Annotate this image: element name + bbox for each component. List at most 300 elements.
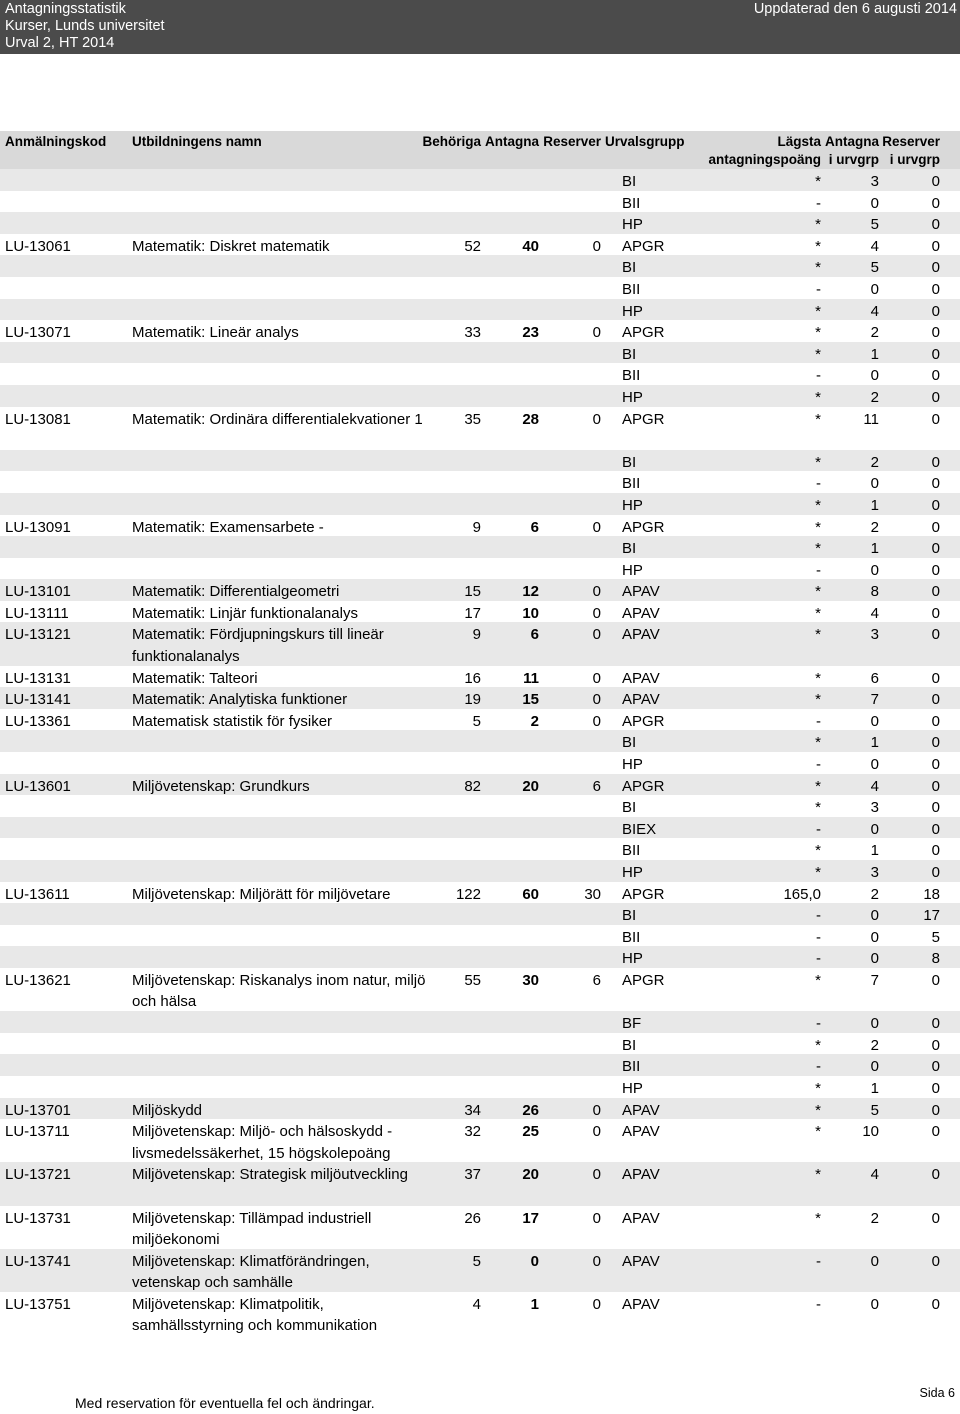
table-subrow bbox=[0, 255, 960, 277]
cell-name: Miljövetenskap: Riskanalys inom natur, miljö och hälsa bbox=[132, 971, 426, 1011]
cell-reserves-in-group: 0 bbox=[931, 194, 940, 212]
cell-group: APAV bbox=[622, 1166, 660, 1184]
cell-admitted-in-group: 0 bbox=[870, 928, 879, 946]
cell-admitted: 2 bbox=[530, 712, 539, 730]
table-subrow bbox=[0, 212, 960, 234]
cell-code: LU-13711 bbox=[5, 1123, 70, 1141]
cell-eligible: 82 bbox=[464, 777, 481, 795]
cell-reserves-in-group: 0 bbox=[931, 324, 940, 342]
cell-reserves-in-group: 0 bbox=[931, 280, 940, 298]
cell-group: BI bbox=[622, 540, 637, 558]
table-subrow bbox=[0, 946, 960, 968]
cell-group: HP bbox=[622, 864, 643, 881]
cell-reserves-in-group: 0 bbox=[931, 604, 940, 622]
table-row bbox=[0, 1098, 960, 1120]
table-subrow bbox=[0, 730, 960, 752]
cell-reserves-in-group: 0 bbox=[931, 691, 940, 709]
cell-group: HP bbox=[622, 561, 643, 579]
table-row bbox=[0, 1162, 960, 1205]
cell-admitted-in-group: 4 bbox=[870, 302, 879, 320]
cell-reserves: 0 bbox=[592, 410, 601, 428]
table-row bbox=[0, 622, 960, 665]
cell-group: APAV bbox=[622, 626, 660, 644]
cell-group: APGR bbox=[622, 777, 665, 795]
table-subrow bbox=[0, 795, 960, 817]
cell-min-score: - bbox=[816, 561, 821, 579]
cell-admitted-in-group: 1 bbox=[870, 496, 879, 514]
cell-reserves-in-group: 0 bbox=[931, 1166, 940, 1184]
cell-eligible: 37 bbox=[464, 1166, 481, 1184]
cell-reserves: 0 bbox=[592, 1295, 601, 1313]
cell-reserves-in-group: 0 bbox=[931, 864, 940, 881]
cell-admitted-in-group: 2 bbox=[870, 453, 879, 471]
cell-group: BIEX bbox=[622, 820, 657, 838]
cell-admitted-in-group: 3 bbox=[870, 864, 879, 881]
column-header-minscore-1: Lägsta bbox=[777, 134, 821, 149]
cell-admitted: 60 bbox=[522, 885, 539, 903]
table-subrow bbox=[0, 277, 960, 299]
cell-admitted-in-group: 0 bbox=[870, 907, 879, 925]
admission-round: Urval 2, HT 2014 bbox=[5, 35, 115, 51]
cell-code: LU-13061 bbox=[5, 237, 71, 255]
cell-reserves-in-group: 0 bbox=[931, 302, 940, 320]
cell-reserves: 0 bbox=[592, 324, 601, 342]
cell-min-score: * bbox=[815, 540, 821, 558]
table-subrow bbox=[0, 299, 960, 321]
table-subrow bbox=[0, 1054, 960, 1076]
cell-group: BI bbox=[622, 453, 637, 471]
column-header-adm-grp-1: Antagna bbox=[825, 134, 879, 149]
cell-name: Miljövetenskap: Klimatförändringen, vetenskap och samhälle bbox=[132, 1252, 370, 1292]
table-subrow bbox=[0, 169, 960, 191]
table-row bbox=[0, 709, 960, 731]
cell-admitted-in-group: 4 bbox=[870, 777, 879, 795]
cell-admitted: 0 bbox=[530, 1252, 539, 1270]
table-subrow bbox=[0, 191, 960, 213]
cell-reserves-in-group: 5 bbox=[931, 928, 940, 946]
cell-admitted-in-group: 10 bbox=[862, 1123, 879, 1141]
cell-admitted-in-group: 4 bbox=[870, 237, 879, 255]
cell-admitted: 10 bbox=[522, 604, 539, 622]
cell-min-score: * bbox=[815, 453, 821, 471]
cell-reserves: 0 bbox=[592, 1252, 601, 1270]
cell-min-score: * bbox=[815, 1123, 821, 1141]
cell-name: Miljövetenskap: Grundkurs bbox=[132, 777, 310, 795]
cell-min-score: * bbox=[815, 1079, 821, 1097]
cell-code: LU-13741 bbox=[5, 1252, 71, 1270]
cell-min-score: - bbox=[816, 475, 821, 493]
cell-eligible: 17 bbox=[464, 604, 481, 622]
cell-name: Miljövetenskap: Tillämpad industriell miljöekonomi bbox=[132, 1209, 372, 1248]
cell-admitted-in-group: 1 bbox=[870, 540, 879, 558]
cell-admitted: 6 bbox=[530, 518, 539, 536]
cell-min-score: * bbox=[815, 691, 821, 709]
cell-admitted-in-group: 7 bbox=[870, 971, 879, 989]
cell-admitted-in-group: 2 bbox=[870, 1209, 879, 1227]
cell-min-score: - bbox=[816, 928, 821, 946]
cell-reserves-in-group: 0 bbox=[931, 561, 940, 579]
cell-code: LU-13621 bbox=[5, 971, 71, 989]
cell-admitted-in-group: 0 bbox=[870, 194, 879, 212]
cell-name: Matematik: Ordinära differentialekvationer 1 bbox=[132, 410, 423, 428]
cell-group: HP bbox=[622, 950, 643, 968]
cell-group: BII bbox=[622, 1058, 641, 1076]
cell-group: HP bbox=[622, 1079, 643, 1097]
cell-group: HP bbox=[622, 388, 643, 406]
table-subrow bbox=[0, 471, 960, 493]
cell-code: LU-13131 bbox=[5, 669, 71, 687]
cell-admitted: 25 bbox=[522, 1123, 539, 1141]
table-subrow bbox=[0, 925, 960, 947]
cell-min-score: * bbox=[815, 173, 821, 190]
cell-group: HP bbox=[622, 496, 643, 514]
cell-admitted: 20 bbox=[522, 1166, 539, 1184]
cell-eligible: 26 bbox=[464, 1209, 481, 1227]
cell-reserves-in-group: 0 bbox=[931, 1209, 940, 1227]
cell-group: APAV bbox=[622, 691, 660, 709]
cell-group: APGR bbox=[622, 518, 665, 536]
cell-group: HP bbox=[622, 302, 643, 320]
cell-eligible: 19 bbox=[464, 691, 481, 709]
cell-reserves-in-group: 0 bbox=[931, 626, 940, 644]
cell-name: Matematik: Analytiska funktioner bbox=[132, 691, 348, 709]
cell-eligible: 122 bbox=[455, 885, 481, 903]
cell-eligible: 33 bbox=[464, 324, 481, 342]
cell-group: APAV bbox=[622, 1101, 660, 1119]
cell-admitted-in-group: 11 bbox=[863, 410, 879, 428]
cell-min-score: 165,0 bbox=[783, 885, 821, 903]
cell-reserves-in-group: 0 bbox=[931, 540, 940, 558]
cell-min-score: * bbox=[815, 734, 821, 752]
cell-reserves-in-group: 0 bbox=[931, 1123, 940, 1141]
cell-reserves: 0 bbox=[592, 518, 601, 536]
cell-min-score: - bbox=[816, 367, 821, 385]
cell-name: Miljövetenskap: Klimatpolitik, samhällsstyrning och kommunikation bbox=[132, 1295, 378, 1335]
table-subrow bbox=[0, 342, 960, 364]
cell-admitted-in-group: 6 bbox=[870, 669, 879, 687]
cell-admitted-in-group: 0 bbox=[870, 280, 879, 298]
cell-group: APAV bbox=[622, 669, 660, 687]
cell-reserves-in-group: 0 bbox=[931, 1036, 940, 1054]
cell-group: APGR bbox=[622, 885, 665, 903]
cell-min-score: * bbox=[815, 971, 821, 989]
cell-reserves-in-group: 0 bbox=[931, 173, 940, 190]
cell-code: LU-13731 bbox=[5, 1209, 71, 1227]
cell-group: APGR bbox=[622, 971, 665, 989]
cell-reserves-in-group: 0 bbox=[931, 237, 940, 255]
cell-min-score: * bbox=[815, 1166, 821, 1184]
cell-min-score: - bbox=[816, 1058, 821, 1076]
cell-group: APAV bbox=[622, 583, 660, 601]
cell-group: BI bbox=[622, 907, 637, 925]
cell-admitted-in-group: 0 bbox=[870, 950, 879, 968]
cell-min-score: * bbox=[815, 518, 821, 536]
cell-reserves-in-group: 0 bbox=[931, 1295, 940, 1313]
cell-reserves-in-group: 0 bbox=[931, 475, 940, 493]
cell-code: LU-13091 bbox=[5, 518, 71, 536]
cell-group: HP bbox=[622, 756, 643, 774]
cell-code: LU-13081 bbox=[5, 410, 71, 428]
table-row bbox=[0, 579, 960, 601]
cell-group: BII bbox=[622, 842, 641, 860]
table-row bbox=[0, 1249, 960, 1292]
cell-admitted: 30 bbox=[522, 971, 539, 989]
table-subrow bbox=[0, 1033, 960, 1055]
column-header-reserves: Reserver bbox=[543, 134, 601, 149]
column-header-adm-grp-2: i urvgrp bbox=[828, 152, 879, 167]
cell-group: APGR bbox=[622, 712, 665, 730]
cell-code: LU-13071 bbox=[5, 324, 71, 342]
table-header bbox=[0, 131, 960, 169]
table-subrow bbox=[0, 1076, 960, 1098]
table-subrow bbox=[0, 385, 960, 407]
cell-admitted-in-group: 0 bbox=[870, 1295, 879, 1313]
cell-name: Matematik: Talteori bbox=[132, 669, 258, 687]
cell-min-score: - bbox=[816, 1252, 821, 1270]
cell-eligible: 5 bbox=[472, 1252, 481, 1270]
cell-admitted-in-group: 2 bbox=[870, 324, 879, 342]
cell-reserves: 0 bbox=[592, 604, 601, 622]
table-row bbox=[0, 1292, 960, 1335]
cell-reserves-in-group: 0 bbox=[931, 842, 940, 860]
cell-admitted-in-group: 7 bbox=[870, 691, 879, 709]
cell-reserves-in-group: 0 bbox=[931, 388, 940, 406]
cell-code: LU-13101 bbox=[5, 583, 71, 601]
cell-min-score: * bbox=[815, 604, 821, 622]
cell-admitted-in-group: 4 bbox=[870, 1166, 879, 1184]
page-number: Sida 6 bbox=[919, 1386, 955, 1400]
cell-group: BI bbox=[622, 734, 637, 752]
cell-reserves-in-group: 0 bbox=[931, 453, 940, 471]
cell-min-score: * bbox=[815, 324, 821, 342]
cell-reserves-in-group: 0 bbox=[931, 345, 940, 363]
cell-group: BI bbox=[622, 259, 637, 277]
cell-reserves-in-group: 0 bbox=[931, 1252, 940, 1270]
table-subrow bbox=[0, 450, 960, 472]
cell-group: BII bbox=[622, 475, 641, 493]
cell-reserves-in-group: 0 bbox=[931, 518, 940, 536]
table-row bbox=[0, 774, 960, 796]
cell-reserves-in-group: 0 bbox=[931, 583, 940, 601]
cell-admitted: 26 bbox=[522, 1101, 539, 1119]
table-subrow bbox=[0, 536, 960, 558]
cell-eligible: 15 bbox=[464, 583, 481, 601]
column-header-res-grp-2: i urvgrp bbox=[889, 152, 940, 167]
cell-reserves: 0 bbox=[592, 626, 601, 644]
cell-name: Miljövetenskap: Miljörätt för miljövetare bbox=[132, 885, 391, 903]
cell-group: BII bbox=[622, 280, 641, 298]
cell-group: BII bbox=[622, 928, 641, 946]
table-subrow bbox=[0, 493, 960, 515]
cell-eligible: 52 bbox=[464, 237, 481, 255]
cell-min-score: - bbox=[816, 1015, 821, 1033]
cell-min-score: * bbox=[815, 842, 821, 860]
cell-eligible: 34 bbox=[464, 1101, 481, 1119]
cell-code: LU-13141 bbox=[5, 691, 71, 709]
cell-min-score: - bbox=[816, 907, 821, 925]
cell-group: HP bbox=[622, 216, 643, 234]
cell-min-score: * bbox=[815, 1036, 821, 1054]
cell-reserves-in-group: 8 bbox=[931, 950, 940, 968]
cell-min-score: * bbox=[815, 345, 821, 363]
cell-min-score: * bbox=[815, 1209, 821, 1227]
cell-reserves: 0 bbox=[592, 1123, 601, 1141]
cell-min-score: * bbox=[815, 496, 821, 514]
column-header-res-grp-1: Reserver bbox=[882, 134, 940, 149]
cell-admitted-in-group: 5 bbox=[870, 259, 879, 277]
cell-reserves: 0 bbox=[592, 583, 601, 601]
cell-reserves: 0 bbox=[592, 1209, 601, 1227]
cell-admitted-in-group: 0 bbox=[870, 820, 879, 838]
updated-date: Uppdaterad den 6 augusti 2014 bbox=[753, 1, 957, 17]
cell-min-score: * bbox=[815, 626, 821, 644]
table-subrow bbox=[0, 838, 960, 860]
cell-admitted: 1 bbox=[530, 1295, 539, 1313]
cell-min-score: - bbox=[816, 820, 821, 838]
cell-admitted: 40 bbox=[522, 237, 539, 255]
cell-min-score: - bbox=[816, 950, 821, 968]
document-subtitle: Kurser, Lunds universitet bbox=[5, 18, 165, 34]
cell-admitted-in-group: 0 bbox=[870, 1058, 879, 1076]
cell-min-score: * bbox=[815, 583, 821, 601]
table-row bbox=[0, 968, 960, 1011]
cell-admitted-in-group: 3 bbox=[870, 173, 879, 190]
table-row bbox=[0, 234, 960, 256]
cell-reserves: 0 bbox=[592, 1101, 601, 1119]
cell-admitted-in-group: 0 bbox=[870, 475, 879, 493]
cell-admitted: 28 bbox=[522, 410, 539, 428]
table-row bbox=[0, 1119, 960, 1162]
footer-disclaimer: Med reservation för eventuella fel och ändringar. bbox=[75, 1395, 375, 1411]
table-subrow bbox=[0, 903, 960, 925]
cell-admitted-in-group: 1 bbox=[870, 345, 879, 363]
cell-admitted-in-group: 1 bbox=[870, 842, 879, 860]
cell-min-score: - bbox=[816, 756, 821, 774]
cell-group: APGR bbox=[622, 410, 665, 428]
cell-admitted: 6 bbox=[530, 626, 539, 644]
cell-admitted: 23 bbox=[522, 324, 539, 342]
column-header-name: Utbildningens namn bbox=[132, 134, 262, 149]
column-header-admitted: Antagna bbox=[485, 134, 539, 149]
cell-admitted-in-group: 5 bbox=[870, 216, 879, 234]
cell-name: Matematik: Fördjupningskurs till lineär funktionalanalys bbox=[132, 626, 384, 665]
cell-code: LU-13601 bbox=[5, 777, 71, 795]
cell-code: LU-13751 bbox=[5, 1295, 71, 1313]
cell-name: Miljöskydd bbox=[132, 1101, 203, 1119]
cell-reserves-in-group: 0 bbox=[931, 216, 940, 234]
table-row bbox=[0, 320, 960, 342]
table-row bbox=[0, 407, 960, 450]
cell-min-score: * bbox=[815, 799, 821, 817]
cell-admitted-in-group: 0 bbox=[870, 712, 879, 730]
cell-admitted: 11 bbox=[523, 669, 539, 687]
cell-admitted-in-group: 2 bbox=[870, 885, 879, 903]
cell-group: BI bbox=[622, 799, 637, 817]
table-subrow bbox=[0, 1011, 960, 1033]
cell-code: LU-13721 bbox=[5, 1166, 71, 1184]
cell-min-score: - bbox=[816, 1295, 821, 1313]
cell-reserves-in-group: 0 bbox=[931, 669, 940, 687]
cell-min-score: * bbox=[815, 216, 821, 234]
cell-reserves: 6 bbox=[592, 971, 601, 989]
table-row bbox=[0, 1206, 960, 1249]
cell-group: BF bbox=[622, 1015, 642, 1033]
cell-name: Matematik: Examensarbete - bbox=[132, 518, 324, 536]
table-row bbox=[0, 882, 960, 904]
cell-admitted-in-group: 5 bbox=[870, 1101, 879, 1119]
cell-eligible: 9 bbox=[472, 626, 481, 644]
cell-reserves: 30 bbox=[584, 885, 601, 903]
cell-admitted-in-group: 0 bbox=[870, 756, 879, 774]
cell-eligible: 4 bbox=[472, 1295, 481, 1313]
cell-min-score: * bbox=[815, 259, 821, 277]
cell-reserves-in-group: 0 bbox=[931, 799, 940, 817]
document-header-bar bbox=[0, 0, 960, 54]
cell-admitted: 17 bbox=[522, 1209, 539, 1227]
cell-group: BII bbox=[622, 194, 641, 212]
cell-min-score: - bbox=[816, 194, 821, 212]
cell-name: Matematik: Linjär funktionalanalys bbox=[132, 604, 358, 622]
column-header-code: Anmälningskod bbox=[5, 134, 107, 149]
cell-reserves: 0 bbox=[592, 237, 601, 255]
cell-name: Matematik: Differentialgeometri bbox=[132, 583, 340, 601]
cell-code: LU-13361 bbox=[5, 712, 71, 730]
table-subrow bbox=[0, 558, 960, 580]
cell-group: APGR bbox=[622, 237, 665, 255]
cell-admitted: 12 bbox=[522, 583, 539, 601]
cell-reserves-in-group: 0 bbox=[931, 367, 940, 385]
cell-reserves-in-group: 0 bbox=[931, 1101, 940, 1119]
table-subrow bbox=[0, 860, 960, 882]
cell-group: APAV bbox=[622, 1209, 660, 1227]
cell-admitted: 20 bbox=[522, 777, 539, 795]
cell-admitted-in-group: 3 bbox=[870, 626, 879, 644]
cell-reserves-in-group: 18 bbox=[923, 885, 940, 903]
cell-reserves-in-group: 0 bbox=[931, 734, 940, 752]
cell-code: LU-13111 bbox=[5, 604, 69, 622]
column-header-minscore-2: antagningspoäng bbox=[708, 152, 821, 167]
cell-reserves-in-group: 0 bbox=[931, 496, 940, 514]
cell-reserves-in-group: 0 bbox=[931, 756, 940, 774]
table-row bbox=[0, 666, 960, 688]
cell-reserves-in-group: 0 bbox=[931, 1079, 940, 1097]
cell-min-score: - bbox=[816, 712, 821, 730]
cell-reserves-in-group: 0 bbox=[931, 1058, 940, 1076]
cell-min-score: * bbox=[815, 669, 821, 687]
cell-name: Matematik: Diskret matematik bbox=[132, 237, 330, 255]
cell-admitted-in-group: 2 bbox=[870, 518, 879, 536]
cell-reserves-in-group: 0 bbox=[931, 1015, 940, 1033]
cell-group: BI bbox=[622, 1036, 637, 1054]
cell-min-score: * bbox=[815, 302, 821, 320]
table-subrow bbox=[0, 817, 960, 839]
cell-min-score: - bbox=[816, 280, 821, 298]
column-header-group: Urvalsgrupp bbox=[605, 134, 685, 149]
cell-admitted-in-group: 0 bbox=[870, 1015, 879, 1033]
table-row bbox=[0, 601, 960, 623]
cell-group: BII bbox=[622, 367, 641, 385]
cell-reserves: 0 bbox=[592, 1166, 601, 1184]
column-header-eligible: Behöriga bbox=[422, 134, 481, 149]
cell-code: LU-13701 bbox=[5, 1101, 71, 1119]
cell-reserves: 0 bbox=[592, 712, 601, 730]
cell-admitted-in-group: 8 bbox=[870, 583, 879, 601]
cell-reserves: 0 bbox=[592, 669, 601, 687]
cell-group: BI bbox=[622, 173, 637, 190]
cell-reserves-in-group: 0 bbox=[931, 971, 940, 989]
cell-admitted-in-group: 2 bbox=[870, 388, 879, 406]
cell-group: APAV bbox=[622, 604, 660, 622]
